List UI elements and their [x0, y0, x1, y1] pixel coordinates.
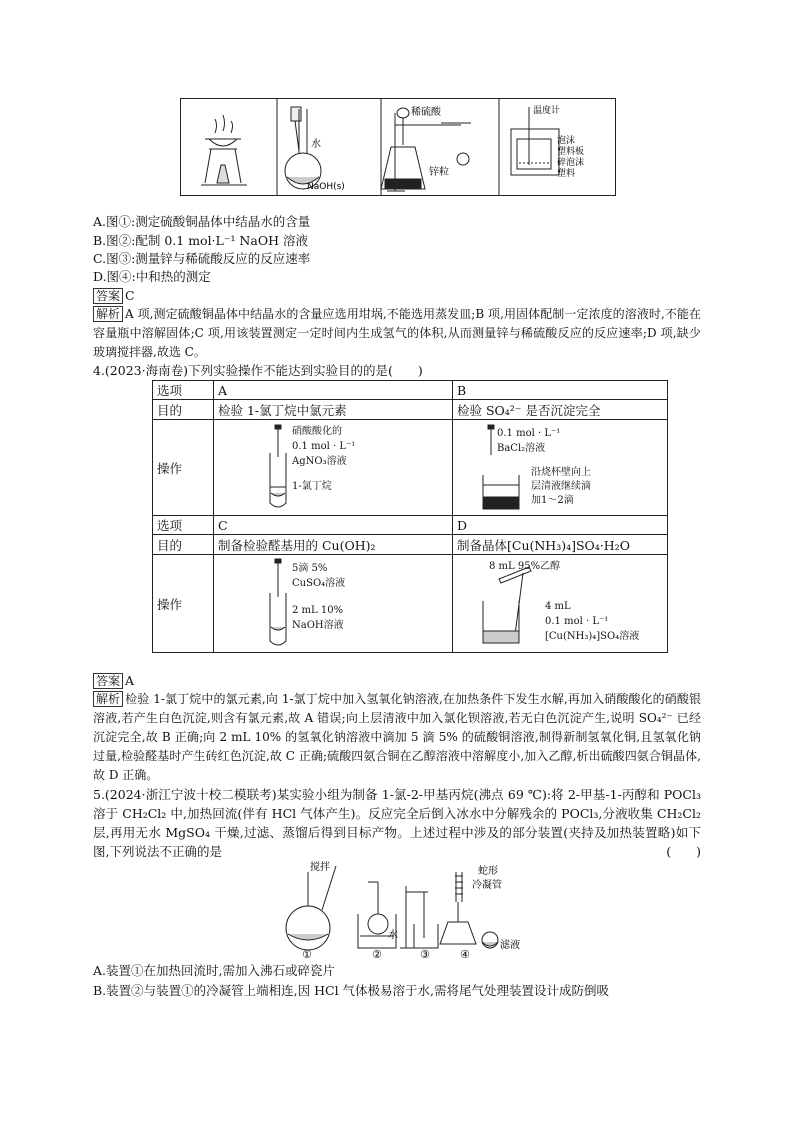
filtrate-label: 滤液	[500, 940, 520, 951]
q3-option-a: A.图①:测定硫酸铜晶体中结晶水的含量	[93, 214, 311, 229]
q3-option-c: C.图③:测量锌与稀硫酸反应的反应速率	[93, 251, 311, 266]
op-d-ethanol: 8 mL 95%乙醇	[489, 561, 561, 572]
op-d-line: 4 mL	[545, 601, 571, 612]
op-b-line: 0.1 mol · L⁻¹	[497, 428, 561, 439]
answer-tag: 答案	[93, 673, 123, 689]
operation-label: 操作	[153, 420, 214, 516]
water-label: 水	[388, 930, 398, 941]
option-label: 选项	[153, 516, 214, 535]
q5-stem	[93, 785, 701, 861]
condenser-label: 冷凝管	[472, 880, 502, 891]
answer-tag: 答案	[93, 288, 123, 304]
operation-d	[453, 555, 668, 653]
op-b-line: BaCl₂溶液	[497, 443, 546, 454]
analysis-tag: 解析	[93, 691, 123, 707]
op-d-line: 0.1 mol · L⁻¹	[545, 616, 609, 627]
zinc-label: 锌粒	[429, 167, 449, 178]
option-label: 选项	[153, 381, 214, 400]
q5-bracket: ( )	[666, 844, 701, 859]
q3-option-b: B.图②:配制 0.1 mol·L⁻¹ NaOH 溶液	[93, 233, 308, 248]
op-a-line: AgNO₃溶液	[292, 456, 347, 467]
top-apparatus-figure	[180, 98, 616, 196]
op-b-line: 层清液继续滴	[531, 481, 591, 492]
operation-c	[214, 555, 453, 653]
purpose-label: 目的	[153, 535, 214, 555]
purpose-a: 检验 1-氯丁烷中氯元素	[214, 400, 453, 420]
op-c-line: 5滴 5%	[292, 563, 328, 574]
q4-analysis	[93, 690, 701, 785]
op-d-line: [Cu(NH₃)₄]SO₄溶液	[545, 631, 640, 642]
operation-b	[453, 420, 668, 516]
op-a-line: 1-氯丁烷	[292, 481, 332, 492]
op-c-line: 2 mL 10%	[292, 605, 344, 616]
op-a-line: 硝酸酸化的	[292, 426, 342, 437]
q3-option-d: D.图④:中和热的测定	[93, 269, 211, 284]
answer-value: A	[125, 673, 135, 688]
op-d-text	[545, 599, 639, 644]
q5-apparatus-drawing	[272, 852, 532, 960]
q5-stem-text: 5.(2024·浙江宁波十校二模联考)某实验小组为制备 1-氯-2-甲基丙烷(沸点 69 ℃):将 2-甲基-1-丙醇和 POCl₃ 溶于 CH₂Cl₂ 中,加热回流(伴有 HCl 气体产生)。反应完全后倒入冰水中分解残余的 POCl₃,分液收集 CH₂Cl₂ 层,再用无水 MgSO₄ 干燥,过滤、蒸馏后得到目标产物。上述过程中涉及的部分装置(夹持及加热装置略)如下图,下列说法不正确的是	[93, 787, 701, 859]
op-c-text	[292, 561, 345, 633]
label-1: ①	[302, 948, 312, 960]
answer-value: C	[125, 288, 135, 303]
q4-answer	[93, 672, 134, 690]
q5-figure	[272, 852, 532, 960]
op-b-text-2	[531, 466, 591, 508]
op-b-text	[497, 426, 560, 456]
option-b: B	[453, 381, 668, 400]
op-a-text	[292, 424, 355, 494]
option-c: C	[214, 516, 453, 535]
purpose-label: 目的	[153, 400, 214, 420]
label-2: ②	[372, 948, 382, 960]
purpose-b: 检验 SO₄²⁻ 是否沉淀完全	[453, 400, 668, 420]
label-3: ③	[420, 948, 430, 960]
snake-label: 蛇形	[478, 866, 498, 877]
q5-option-b: B.装置②与装置①的冷凝管上端相连,因 HCl 气体极易溶于水,需将尾气处理装置设计成防倒吸	[93, 983, 610, 998]
operation-label: 操作	[153, 555, 214, 653]
thermometer-label: 温度计	[533, 106, 561, 116]
acid-label: 稀硫酸	[411, 107, 441, 118]
q5-option-a: A.装置①在加热回流时,需加入沸石或碎瓷片	[93, 963, 335, 978]
operation-a	[214, 420, 453, 516]
label-4: ④	[460, 948, 470, 960]
op-c-line: CuSO₄溶液	[292, 578, 346, 589]
analysis-text: 检验 1-氯丁烷中的氯元素,向 1-氯丁烷中加入氢氧化钠溶液,在加热条件下发生水解,再加入硝酸酸化的硝酸银溶液,若产生白色沉淀,则含有氯元素,故 A 错误;向上层清液中加入氯化钡溶液,若无白色沉淀产生,说明 SO₄²⁻ 已经沉淀完全,故 B 正确;向 2 mL 10% 的氢氧化钠溶液中滴加 5 滴 5% 的硫酸铜溶液,制得新制氢氧化铜,且氢氧化钠过量,检验醛基时产生砖红色沉淀,故 C 正确;硫酸四氨合铜在乙醇溶液中溶解度小,加入乙醇,析出硫酸四氨合铜晶体,故 D 正确。	[93, 692, 701, 782]
analysis-text: A 项,测定硫酸铜晶体中结晶水的含量应选用坩埚,不能选用蒸发皿;B 项,用固体配制一定浓度的溶液时,不能在容量瓶中溶解固体;C 项,用该装置测定一定时间内生成氢气的体积,从而测量锌与稀硫酸反应的反应速率;D 项,缺少玻璃搅拌器,故选 C。	[93, 307, 701, 359]
purpose-c: 制备检验醛基用的 Cu(OH)₂	[214, 535, 453, 555]
q4-table	[152, 380, 668, 653]
foam-board-label: 泡沫	[557, 136, 576, 146]
q3-answer	[93, 287, 135, 305]
op-b-line: 沿烧杯壁向上	[531, 467, 591, 478]
naoh-label: NaOH(s)	[307, 182, 345, 192]
foam-label: 碎泡沫	[557, 158, 585, 168]
option-a: A	[214, 381, 453, 400]
op-a-line: 0.1 mol · L⁻¹	[292, 441, 356, 452]
op-b-line: 加1～2滴	[531, 495, 574, 506]
q4-stem: 4.(2023·海南卷)下列实验操作不能达到实验目的的是( )	[93, 363, 423, 378]
apparatus-drawing	[181, 99, 615, 195]
foam-board-label-2: 塑料板	[557, 147, 585, 157]
op-c-line: NaOH溶液	[292, 620, 344, 631]
purpose-d: 制备晶体[Cu(NH₃)₄]SO₄·H₂O	[453, 535, 668, 555]
foam-label-2: 塑料	[557, 169, 576, 179]
water-label: 水	[311, 139, 321, 150]
q3-analysis	[93, 305, 701, 362]
stir-label: 搅拌	[310, 862, 330, 873]
option-d: D	[453, 516, 668, 535]
analysis-tag: 解析	[93, 306, 123, 322]
